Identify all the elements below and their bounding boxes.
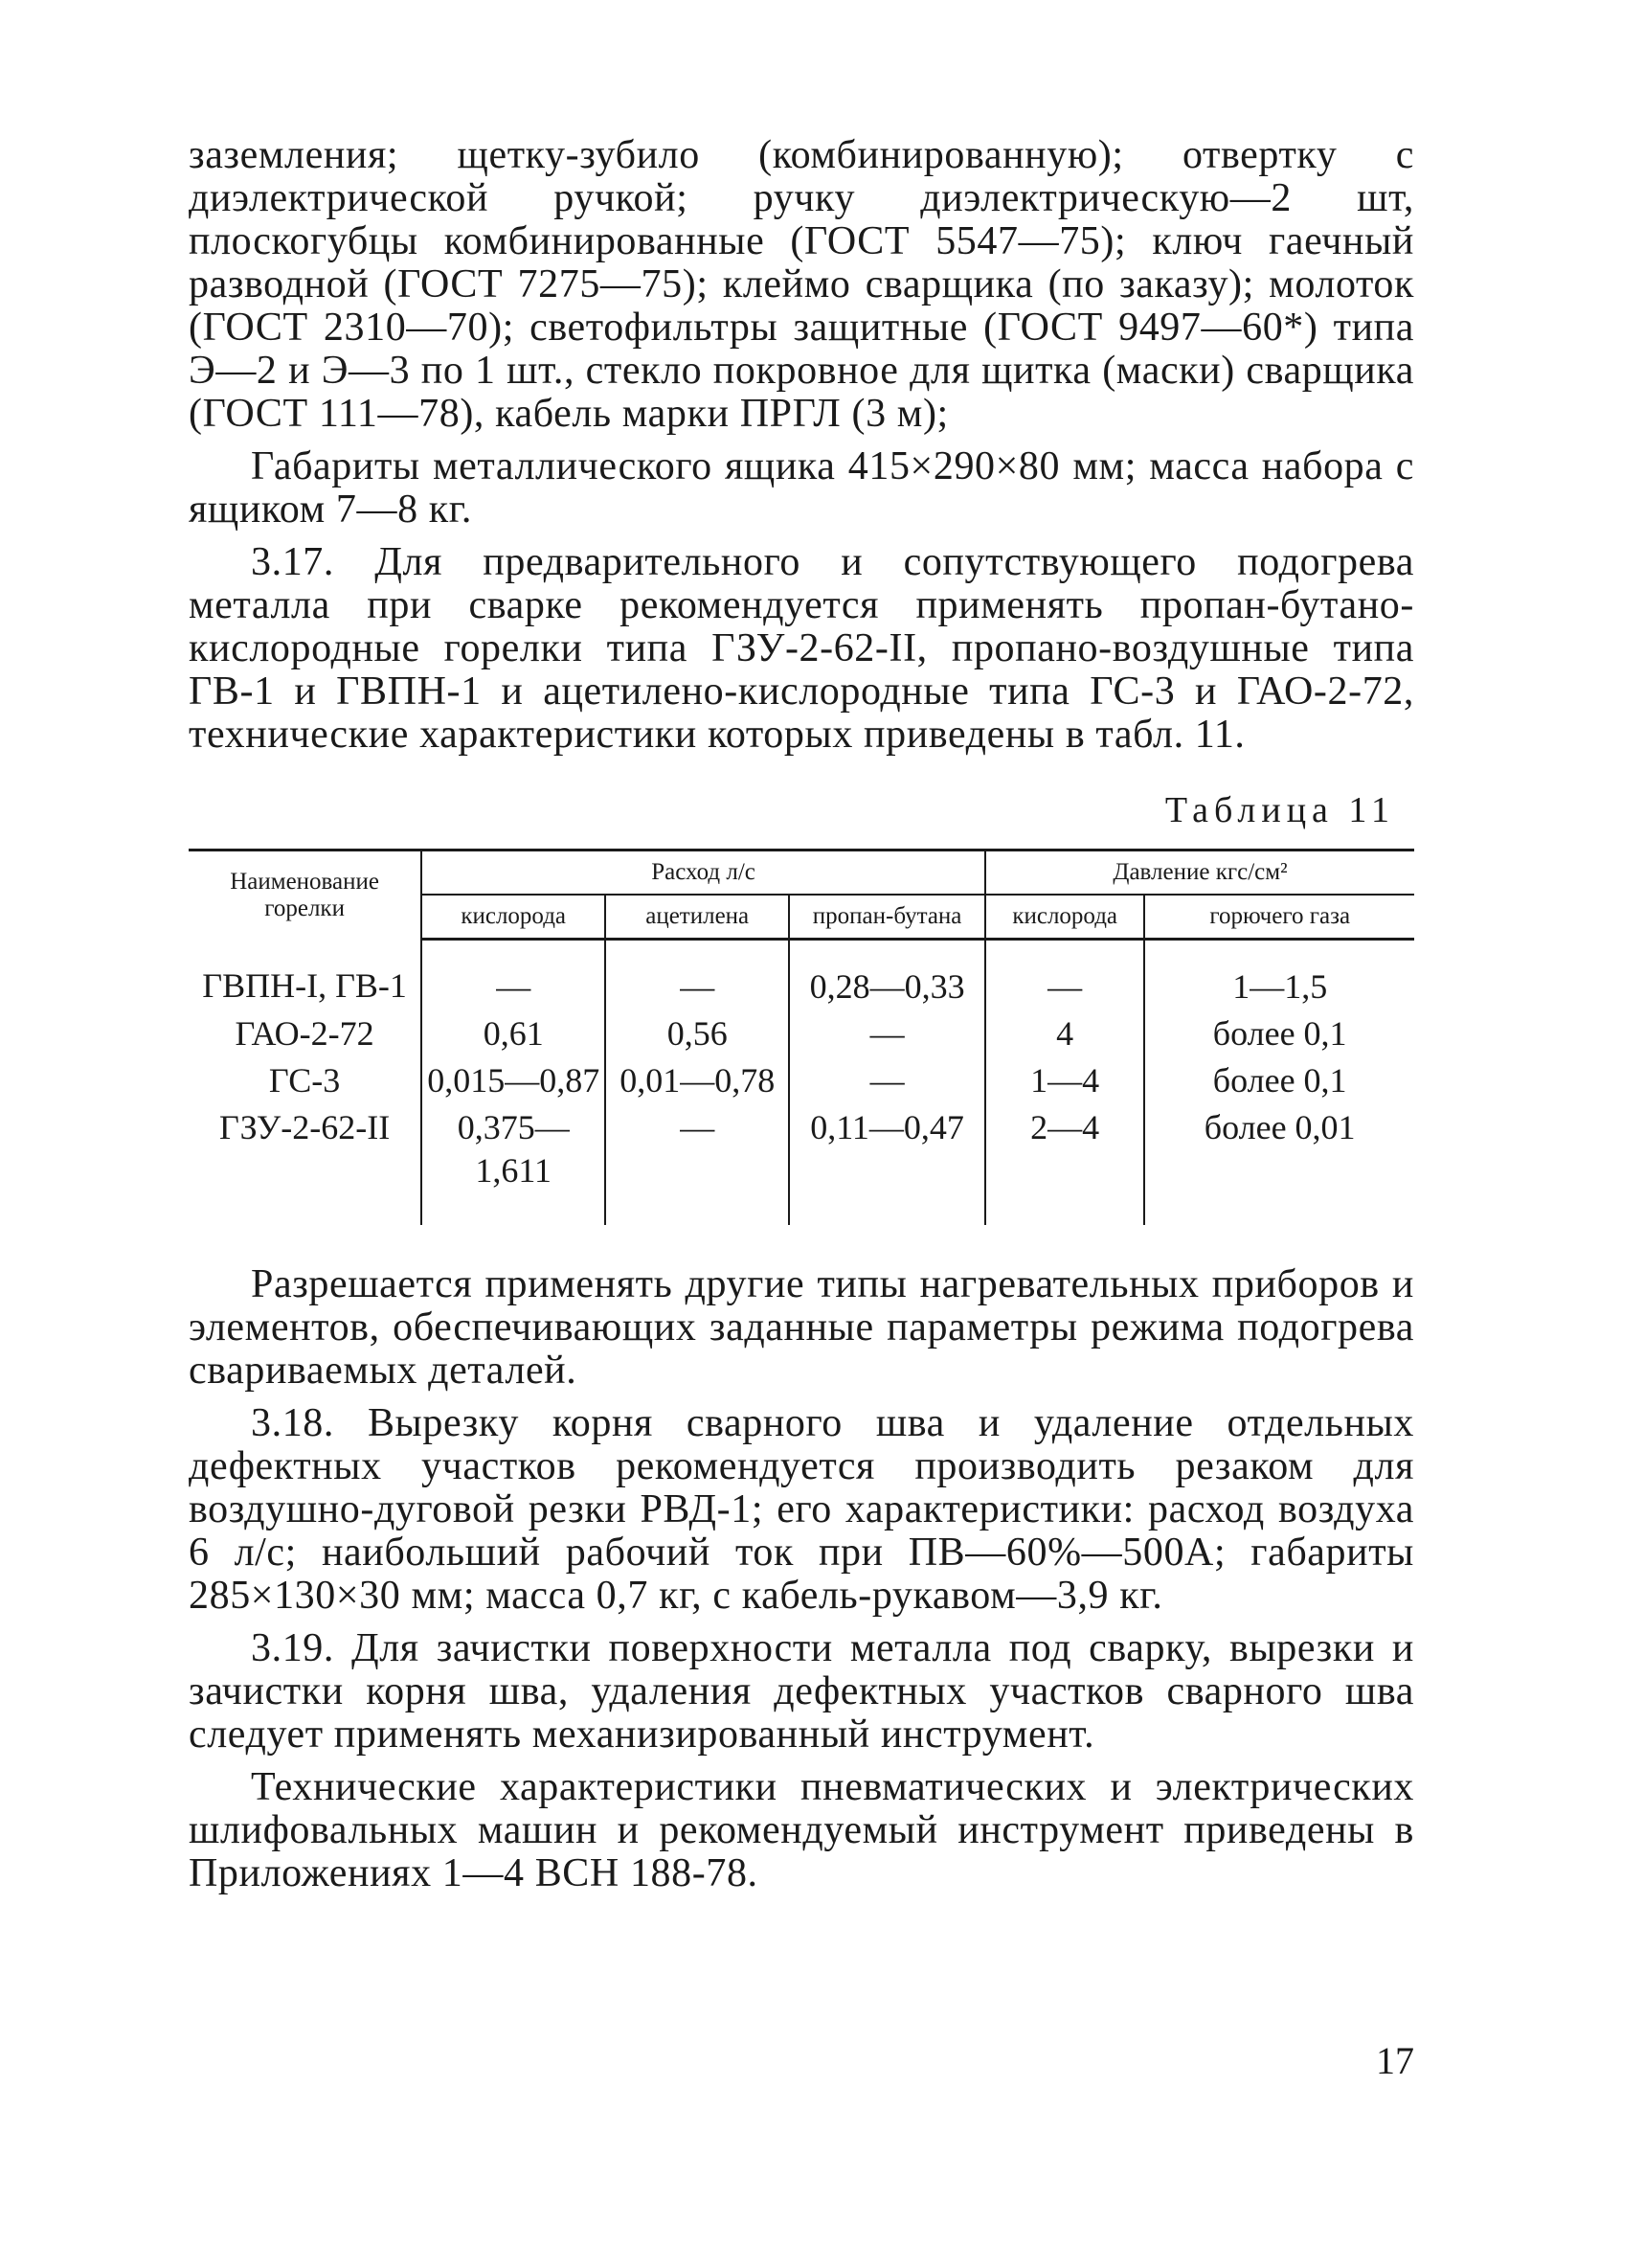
cell-propane: — bbox=[789, 1057, 985, 1104]
cell-acetylene: 0,01—0,78 bbox=[605, 1057, 789, 1104]
burner-specs-table bbox=[189, 849, 1414, 1225]
header-burner-name: Наименование горелки bbox=[189, 850, 421, 940]
paragraph-alternative-heaters: Разрешается применять другие типы нагревательных приборов и элементов, обеспечивающих заданные параметры режима подогрева свариваемых деталей. bbox=[189, 1262, 1414, 1393]
cell-name: ГАО-2-72 bbox=[189, 1010, 421, 1057]
paragraph-tool-list: заземления; щетку-зубило (комбинированную); отвертку с диэлектрической ручкой; ручку диэлектрическую—2 шт, плоскогубцы комбинированные (ГОСТ 5547—75); ключ гаечный разводной (ГОСТ 7275—75); клеймо сварщика (по заказу); молоток (ГОСТ 2310—70); светофильтры защитные (ГОСТ 9497—60*) типа Э—2 и Э—3 по 1 шт., стекло покровное для щитка (маски) сварщика (ГОСТ 111—78), кабель марки ПРГЛ (3 м); bbox=[189, 133, 1414, 436]
table-row bbox=[189, 1104, 1414, 1225]
header-oxygen-pressure: кислорода bbox=[985, 895, 1144, 940]
header-propane-flow: пропан-бутана bbox=[789, 895, 985, 940]
cell-fuel-pressure: более 0,1 bbox=[1212, 1061, 1347, 1100]
cell-propane: 0,28—0,33 bbox=[789, 940, 985, 1011]
cell-name: ГС-3 bbox=[189, 1057, 421, 1104]
page-number: 17 bbox=[1376, 2039, 1414, 2082]
cell-acetylene: — bbox=[605, 1104, 789, 1225]
header-fuel-pressure: горючего газа bbox=[1144, 895, 1414, 940]
paragraph-3-17: 3.17. Для предварительного и сопутствующего подогрева металла при сварке рекомендуется применять пропан-бутано-кислородные горелки типа ГЗУ-2-62-II, пропано-воздушные типа ГВ-1 и ГВПН-1 и ацетилено-кислородные типа ГС-3 и ГАО-2-72, технические характеристики которых приведены в табл. 11. bbox=[189, 540, 1414, 757]
table-caption: Таблица 11 bbox=[1164, 790, 1395, 830]
paragraph-box-dimensions: Габариты металлического ящика 415×290×80 мм; масса набора с ящиком 7—8 кг. bbox=[189, 444, 1414, 532]
cell-oxygen: 0,375—1,611 bbox=[421, 1104, 605, 1225]
paragraph-3-18: 3.18. Вырезку корня сварного шва и удаление отдельных дефектных участков рекомендуется производить резаком для воздушно-дуговой резки РВД-1; его характеристики: расход воздуха 6 л/с; наибольший рабочий ток при ПВ—60%—500А; габариты 285×130×30 мм; масса 0,7 кг, с кабель-рукавом—3,9 кг. bbox=[189, 1401, 1414, 1618]
cell-oxygen: 0,61 bbox=[421, 1010, 605, 1057]
paragraph-3-19: 3.19. Для зачистки поверхности металла под сварку, вырезки и зачистки корня шва, удаления дефектных участков сварного шва следует применять механизированный инструмент. bbox=[189, 1626, 1414, 1757]
cell-oxygen: 0,015—0,87 bbox=[421, 1057, 605, 1104]
table-row bbox=[189, 1010, 1414, 1057]
cell-oxygen-pressure: — bbox=[985, 940, 1144, 1011]
cell-oxygen-pressure: 1—4 bbox=[985, 1057, 1144, 1104]
header-pressure-group: Давление кгс/см² bbox=[985, 850, 1414, 896]
cell-propane: 0,11—0,47 bbox=[789, 1104, 985, 1225]
cell-name: ГВПН-I, ГВ-1 bbox=[189, 940, 421, 1011]
cell-acetylene: 0,56 bbox=[605, 1010, 789, 1057]
cell-propane: — bbox=[789, 1010, 985, 1057]
header-acetylene-flow: ацетилена bbox=[605, 895, 789, 940]
document-page bbox=[189, 134, 1414, 1895]
header-oxygen-flow: кислорода bbox=[421, 895, 605, 940]
cell-fuel-pressure: более 0,01 bbox=[1204, 1108, 1356, 1146]
table-row bbox=[189, 1057, 1414, 1104]
cell-oxygen: — bbox=[421, 940, 605, 1011]
header-flow-group: Расход л/с bbox=[421, 850, 985, 896]
cell-oxygen-pressure: 2—4 bbox=[985, 1104, 1144, 1225]
cell-oxygen-pressure: 4 bbox=[985, 1010, 1144, 1057]
table-row bbox=[189, 940, 1414, 1011]
cell-fuel-pressure: более 0,1 bbox=[1212, 1014, 1347, 1053]
paragraph-appendix-reference: Технические характеристики пневматических и электрических шлифовальных машин и рекомендуемый инструмент приведены в Приложениях 1—4 ВСН 188-78. bbox=[189, 1765, 1414, 1895]
cell-fuel-pressure: 1—1,5 bbox=[1232, 967, 1328, 1006]
cell-acetylene: — bbox=[605, 940, 789, 1011]
cell-name: ГЗУ-2-62-II bbox=[189, 1104, 421, 1225]
